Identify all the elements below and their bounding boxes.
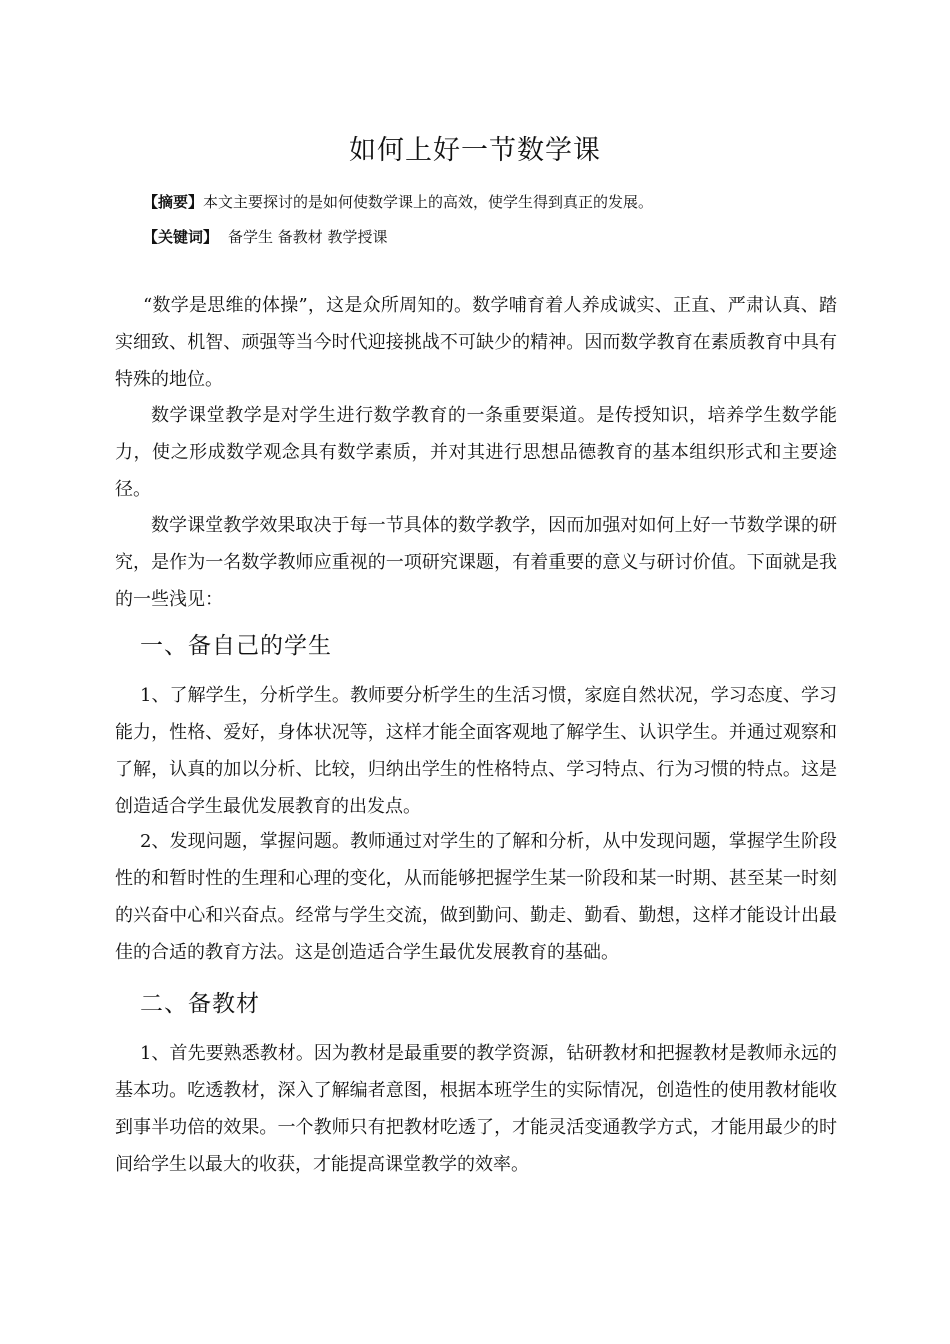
abstract (143, 192, 653, 212)
section-heading: 二、备教材 (140, 991, 260, 1017)
section-paragraph: 2、发现问题，掌握问题。教师通过对学生的了解和分析，从中发现问题，掌握学生阶段性的和暂时性的生理和心理的变化，从而能够把握学生某一阶段和某一时期、甚至某一时刻的兴奋中心和兴奋点。经常与学生交流，做到勤问、勤走、勤看、勤想，这样才能设计出最佳的合适的教育方法。这是创造适合学生最优发展教育的基础。 (115, 831, 837, 963)
section-paragraph: 1、了解学生，分析学生。教师要分析学生的生活习惯，家庭自然状况，学习态度、学习能力，性格、爱好，身体状况等，这样才能全面客观地了解学生、认识学生。并通过观察和了解，认真的加以分析、比较，归纳出学生的性格特点、学习特点、行为习惯的特点。这是创造适合学生最优发展教育的出发点。 (115, 685, 837, 817)
intro-paragraph: “数学是思维的体操”，这是众所周知的。数学哺育着人养成诚实、正直、严肃认真、踏实细致、机智、顽强等当今时代迎接挑战不可缺少的精神。因而数学教育在素质教育中具有特殊的地位。 (115, 295, 837, 390)
keywords-label: 【关键词】 (143, 228, 219, 246)
intro-paragraph: 数学课堂教学是对学生进行数学教育的一条重要渠道。是传授知识，培养学生数学能力，使之形成数学观念具有数学素质，并对其进行思想品德教育的基本组织形式和主要途径。 (115, 405, 837, 500)
section-heading: 一、备自己的学生 (140, 633, 332, 659)
abstract-label: 【摘要】 (143, 193, 204, 211)
intro-paragraph: 数学课堂教学效果取决于每一节具体的数学教学，因而加强对如何上好一节数学课的研究，是作为一名数学教师应重视的一项研究课题，有着重要的意义与研讨价值。下面就是我的一些浅见： (115, 515, 837, 610)
section-paragraph: 1、首先要熟悉教材。因为教材是最重要的教学资源，钻研教材和把握教材是教师永远的基本功。吃透教材，深入了解编者意图，根据本班学生的实际情况，创造性的使用教材能收到事半功倍的效果。一个教师只有把教材吃透了，才能灵活变通教学方式，才能用最少的时间给学生以最大的收获，才能提高课堂教学的效率。 (115, 1043, 837, 1175)
abstract-text: 本文主要探讨的是如何使数学课上的高效，使学生得到真正的发展。 (203, 193, 654, 211)
keywords (143, 227, 388, 247)
keywords-text: 备学生 备教材 教学授课 (228, 228, 388, 246)
document-title: 如何上好一节数学课 (349, 135, 601, 166)
